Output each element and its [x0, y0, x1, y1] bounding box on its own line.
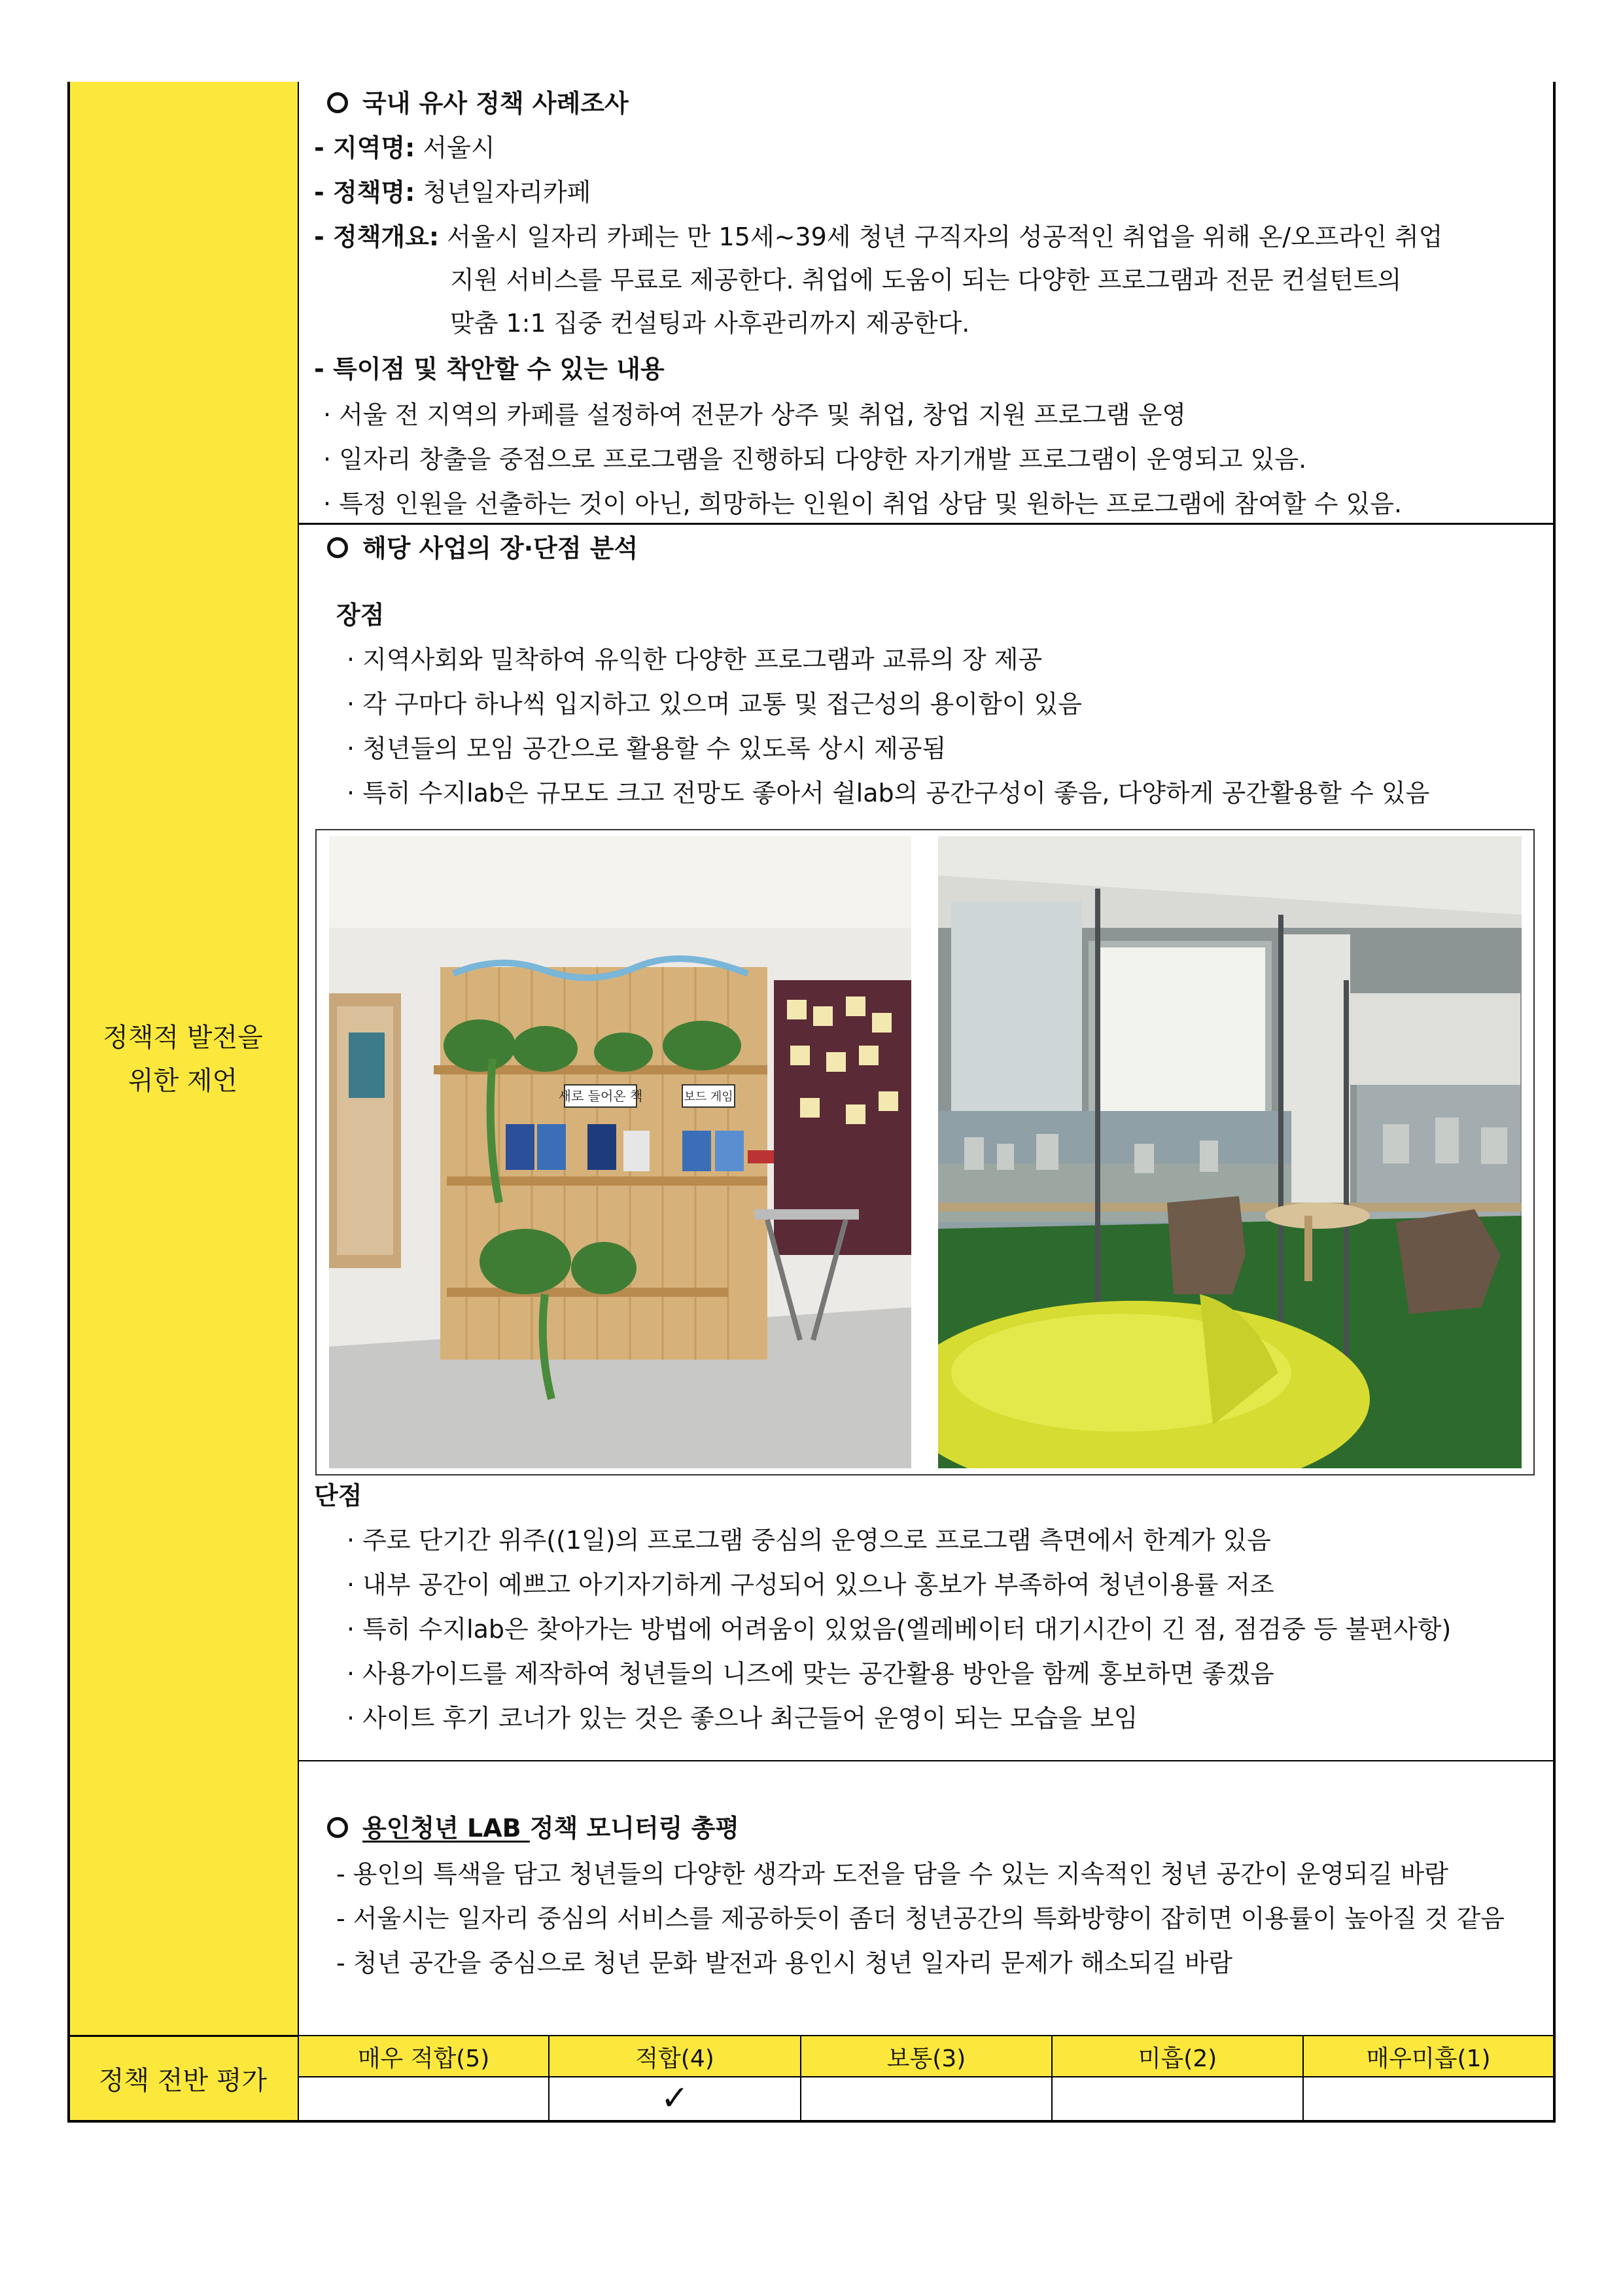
section2-heading: 해당 사업의 장·단점 분석	[327, 533, 638, 564]
cons-item: · 내부 공간이 예쁘고 아기자기하게 구성되어 있으나 홍보가 부족하여 청년이용률 저조	[347, 1570, 1274, 1599]
eval-header-divider	[298, 2076, 1554, 2077]
pros-item: · 각 구마다 하나씩 입지하고 있으며 교통 및 접근성의 용이함이 있음	[347, 690, 1082, 718]
check-mark-icon: ✓	[660, 2079, 689, 2118]
photo-wall-shelves	[329, 836, 911, 1468]
photo-window-lounge	[938, 836, 1522, 1468]
eval-col-divider	[800, 2036, 801, 2120]
circle-bullet-icon	[327, 537, 348, 558]
feature-item: · 특정 인원을 선출하는 것이 아닌, 희망하는 인원이 취업 상담 및 원하는 프로그램에 참여할 수 있음.	[323, 489, 1403, 518]
overview-row: - 정책개요: 서울시 일자리 카페는 만 15세~39세 청년 구직자의 성공적인 취업을 위해 온/오프라인 취업	[314, 222, 1443, 251]
photo-sign-new-books: 새로 들어온 책	[558, 1088, 643, 1104]
row-divider-1	[298, 523, 1554, 525]
side-label-evaluation: 정책 전반 평가	[98, 2065, 268, 2096]
eval-cell-average	[801, 2077, 1051, 2120]
eval-option-very-insufficient: 매우미흡(1)	[1304, 2036, 1553, 2077]
eval-option-average: 보통(3)	[801, 2036, 1051, 2077]
summary-item: - 서울시는 일자리 중심의 서비스를 제공하듯이 좀더 청년공간의 특화방향이 잡히면 이용률이 높아질 것 같음	[336, 1904, 1505, 1933]
pros-item: · 특히 수지lab은 규모도 크고 전망도 좋아서 쉴lab의 공간구성이 좋음, 다양하게 공간활용할 수 있음	[347, 779, 1430, 807]
cons-item: · 특히 수지lab은 찾아가는 방법에 어려움이 있었음(엘레베이터 대기시간이 긴 점, 점검중 등 불편사항)	[347, 1615, 1452, 1644]
eval-option-suitable: 적합(4)	[550, 2036, 800, 2077]
side-label-line1: 정책적 발전을	[103, 1022, 263, 1053]
side-label-line2: 위한 제언	[128, 1065, 238, 1096]
circle-bullet-icon	[327, 92, 348, 113]
summary-item: - 청년 공간을 중심으로 청년 문화 발전과 용인시 청년 일자리 문제가 해소되길 바람	[336, 1949, 1233, 1977]
table-border-left	[67, 82, 70, 2122]
region-row: - 지역명: 서울시	[314, 133, 495, 162]
pros-heading: 장점	[336, 601, 385, 629]
cons-item: · 사이트 후기 코너가 있는 것은 좋으나 최근들어 운영이 되는 모습을 보임	[347, 1704, 1138, 1733]
circle-bullet-icon	[327, 1817, 348, 1838]
eval-col-divider	[548, 2036, 550, 2120]
eval-cell-insufficient	[1053, 2077, 1302, 2120]
row-divider-2	[298, 1760, 1554, 1761]
eval-option-insufficient: 미흡(2)	[1053, 2036, 1302, 2077]
eval-option-very-suitable: 매우 적합(5)	[299, 2036, 548, 2077]
table-border-bottom	[67, 2120, 1556, 2123]
eval-cell-very-insufficient	[1304, 2077, 1553, 2120]
overview-line2: 지원 서비스를 무료로 제공한다. 취업에 도움이 되는 다양한 프로그램과 전문 컨설턴트의	[450, 266, 1402, 294]
cons-item: · 주로 단기간 위주((1일)의 프로그램 중심의 운영으로 프로그램 측면에서 한계가 있음	[347, 1526, 1271, 1555]
cons-item: · 사용가이드를 제작하여 청년들의 니즈에 맞는 공간활용 방안을 함께 홍보하면 좋겠음	[347, 1659, 1274, 1688]
eval-cell-very-suitable	[299, 2077, 548, 2120]
pros-item: · 청년들의 모임 공간으로 활용할 수 있도록 상시 제공됨	[347, 734, 947, 763]
feature-item: · 일자리 창출을 중점으로 프로그램을 진행하되 다양한 자기개발 프로그램이 운영되고 있음.	[323, 445, 1307, 474]
side-label-proposal	[67, 82, 298, 2036]
section1-heading: 국내 유사 정책 사례조사	[327, 88, 629, 119]
eval-col-divider	[1051, 2036, 1053, 2120]
eval-cell-suitable	[550, 2077, 800, 2120]
photo-window-lounge-illustration	[938, 836, 1522, 1468]
summary-item: - 용인의 특색을 담고 청년들의 다양한 생각과 도전을 담을 수 있는 지속적인 청년 공간이 운영되길 바람	[336, 1860, 1448, 1888]
policy-row: - 정책명: 청년일자리카페	[314, 178, 591, 207]
overview-line3: 맞춤 1:1 집중 컨설팅과 사후관리까지 제공한다.	[450, 309, 970, 338]
photo-wall-shelves-illustration	[329, 836, 911, 1468]
features-heading: - 특이점 및 착안할 수 있는 내용	[314, 355, 665, 383]
cons-heading: 단점	[314, 1481, 362, 1510]
photo-sign-board-games: 보드 게임	[684, 1090, 733, 1104]
pros-item: · 지역사회와 밀착하여 유익한 다양한 프로그램과 교류의 장 제공	[347, 645, 1043, 674]
column-divider	[298, 82, 299, 2120]
feature-item: · 서울 전 지역의 카페를 설정하여 전문가 상주 및 취업, 창업 지원 프로그램 운영	[323, 400, 1187, 429]
table-border-right	[1553, 82, 1556, 2122]
section3-heading: 용인청년 LAB 정책 모니터링 총평	[327, 1812, 739, 1844]
eval-col-divider	[1302, 2036, 1304, 2120]
